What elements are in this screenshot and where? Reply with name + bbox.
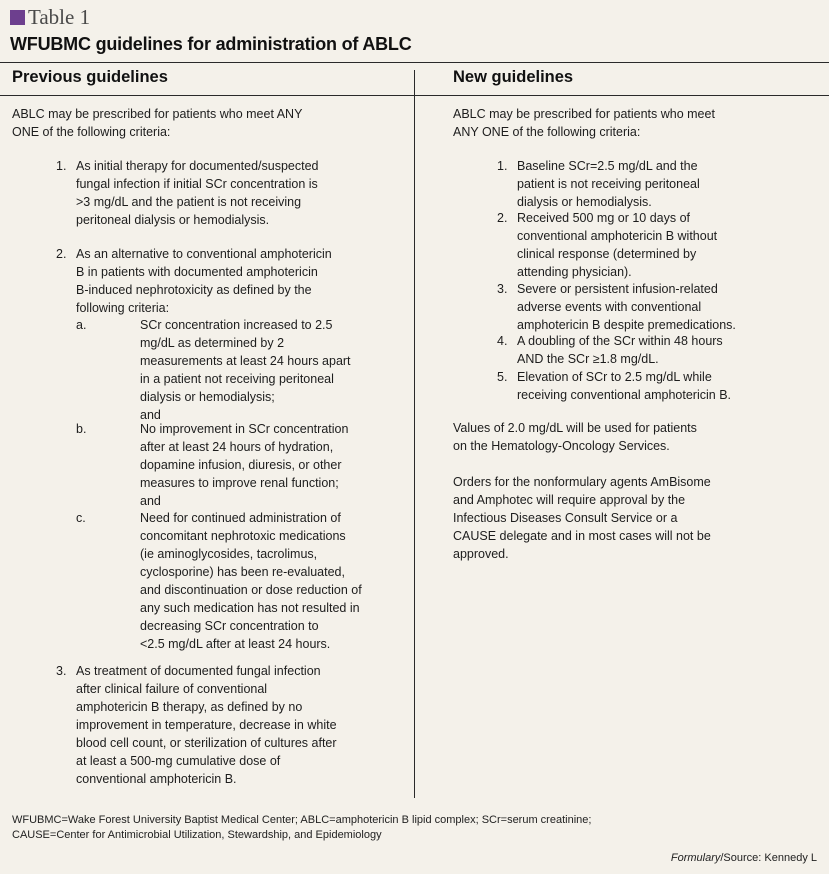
table-title: WFUBMC guidelines for administration of ABLC [10, 34, 412, 54]
item-number: 3. [497, 282, 508, 296]
item-line: >3 mg/dL and the patient is not receiving [76, 195, 302, 209]
item-line: B in patients with documented amphotericin [76, 265, 318, 279]
note-line: Infectious Diseases Consult Service or a [453, 511, 678, 525]
item-number: 4. [497, 334, 508, 348]
item-line: Elevation of SCr to 2.5 mg/dL while [517, 370, 712, 384]
item-line: following criteria: [76, 301, 170, 315]
sub-item-letter: c. [76, 511, 86, 525]
item-line: B-induced nephrotoxicity as defined by the [76, 283, 312, 297]
intro-line: ONE of the following criteria: [12, 125, 171, 139]
item-line: amphotericin B therapy, as defined by no [76, 700, 303, 714]
note-line: approved. [453, 547, 509, 561]
footnote [12, 813, 591, 843]
item-number: 5. [497, 370, 508, 384]
column-divider [414, 70, 415, 798]
item-line: amphotericin B despite premedications. [517, 318, 736, 332]
item-line: peritoneal dialysis or hemodialysis. [76, 213, 270, 227]
source-credit [671, 852, 817, 864]
item-line: Baseline SCr=2.5 mg/dL and the [517, 159, 698, 173]
sub-item-line: mg/dL as determined by 2 [140, 336, 285, 350]
sub-item-line: dopamine infusion, diuresis, or other [140, 458, 342, 472]
sub-item-line: cyclosporine) has been re-evaluated, [140, 565, 345, 579]
intro-line: ABLC may be prescribed for patients who meet ANY [12, 107, 303, 121]
item-line: conventional amphotericin B without [517, 229, 718, 243]
item-line: conventional amphotericin B. [76, 772, 237, 786]
item-number: 1. [56, 159, 67, 173]
item-line: improvement in temperature, decrease in white [76, 718, 337, 732]
table-label [10, 4, 90, 30]
footnote-line: CAUSE=Center for Antimicrobial Utilization, Stewardship, and Epidemiology [12, 829, 382, 841]
intro-line: ABLC may be prescribed for patients who meet [453, 107, 715, 121]
item-line: Severe or persistent infusion-related [517, 282, 718, 296]
sub-item-line: concomitant nephrotoxic medications [140, 529, 346, 543]
item-line: As an alternative to conventional amphotericin [76, 247, 332, 261]
note-line: Values of 2.0 mg/dL will be used for patients [453, 421, 697, 435]
intro-line: ANY ONE of the following criteria: [453, 125, 641, 139]
sub-item-letter: a. [76, 318, 87, 332]
sub-item-letter: b. [76, 422, 87, 436]
item-line: As treatment of documented fungal infection [76, 664, 321, 678]
sub-item-line: and discontinuation or dose reduction of [140, 583, 362, 597]
item-line: As initial therapy for documented/suspected [76, 159, 319, 173]
item-number: 3. [56, 664, 67, 678]
item-line: dialysis or hemodialysis. [517, 195, 652, 209]
table-number: Table 1 [28, 5, 91, 29]
sub-item-line: measurements at least 24 hours apart [140, 354, 351, 368]
item-line: clinical response (determined by [517, 247, 697, 261]
new-heading: New guidelines [453, 68, 574, 86]
footnote-line: WFUBMC=Wake Forest University Baptist Medical Center; ABLC=amphotericin B lipid complex; SCr=serum creatinine; [12, 814, 592, 826]
sub-item-line: SCr concentration increased to 2.5 [140, 318, 333, 332]
top-rule [0, 62, 829, 63]
sub-item-line: dialysis or hemodialysis; [140, 390, 275, 404]
note-line: Orders for the nonformulary agents AmBisome [453, 475, 711, 489]
sub-item-line: and [140, 494, 161, 508]
sub-item-line: <2.5 mg/dL after at least 24 hours. [140, 637, 331, 651]
sub-item-line: measures to improve renal function; [140, 476, 339, 490]
sub-item-line: any such medication has not resulted in [140, 601, 360, 615]
item-line: receiving conventional amphotericin B. [517, 388, 732, 402]
item-line: attending physician). [517, 265, 632, 279]
note-line: and Amphotec will require approval by the [453, 493, 686, 507]
item-line: patient is not receiving peritoneal [517, 177, 700, 191]
item-line: AND the SCr ≥1.8 mg/dL. [517, 352, 659, 366]
source-author: /Source: Kennedy L [720, 852, 817, 864]
purple-square-icon [10, 10, 25, 25]
previous-heading: Previous guidelines [12, 68, 168, 86]
item-line: adverse events with conventional [517, 300, 702, 314]
sub-item-line: and [140, 408, 161, 422]
item-line: after clinical failure of conventional [76, 682, 268, 696]
sub-item-line: (ie aminoglycosides, tacrolimus, [140, 547, 318, 561]
item-line: blood cell count, or sterilization of cultures after [76, 736, 337, 750]
sub-item-line: decreasing SCr concentration to [140, 619, 319, 633]
item-number: 2. [497, 211, 508, 225]
item-line: at least a 500-mg cumulative dose of [76, 754, 281, 768]
sub-item-line: in a patient not receiving peritoneal [140, 372, 334, 386]
item-number: 2. [56, 247, 67, 261]
note-line: on the Hematology-Oncology Services. [453, 439, 670, 453]
source-journal: Formulary [670, 852, 721, 864]
item-number: 1. [497, 159, 508, 173]
sub-item-line: after at least 24 hours of hydration, [140, 440, 334, 454]
item-line: fungal infection if initial SCr concentration is [76, 177, 318, 191]
sub-item-line: Need for continued administration of [140, 511, 341, 525]
note-line: CAUSE delegate and in most cases will not be [453, 529, 711, 543]
item-line: Received 500 mg or 10 days of [517, 211, 691, 225]
item-line: A doubling of the SCr within 48 hours [517, 334, 723, 348]
sub-item-line: No improvement in SCr concentration [140, 422, 349, 436]
